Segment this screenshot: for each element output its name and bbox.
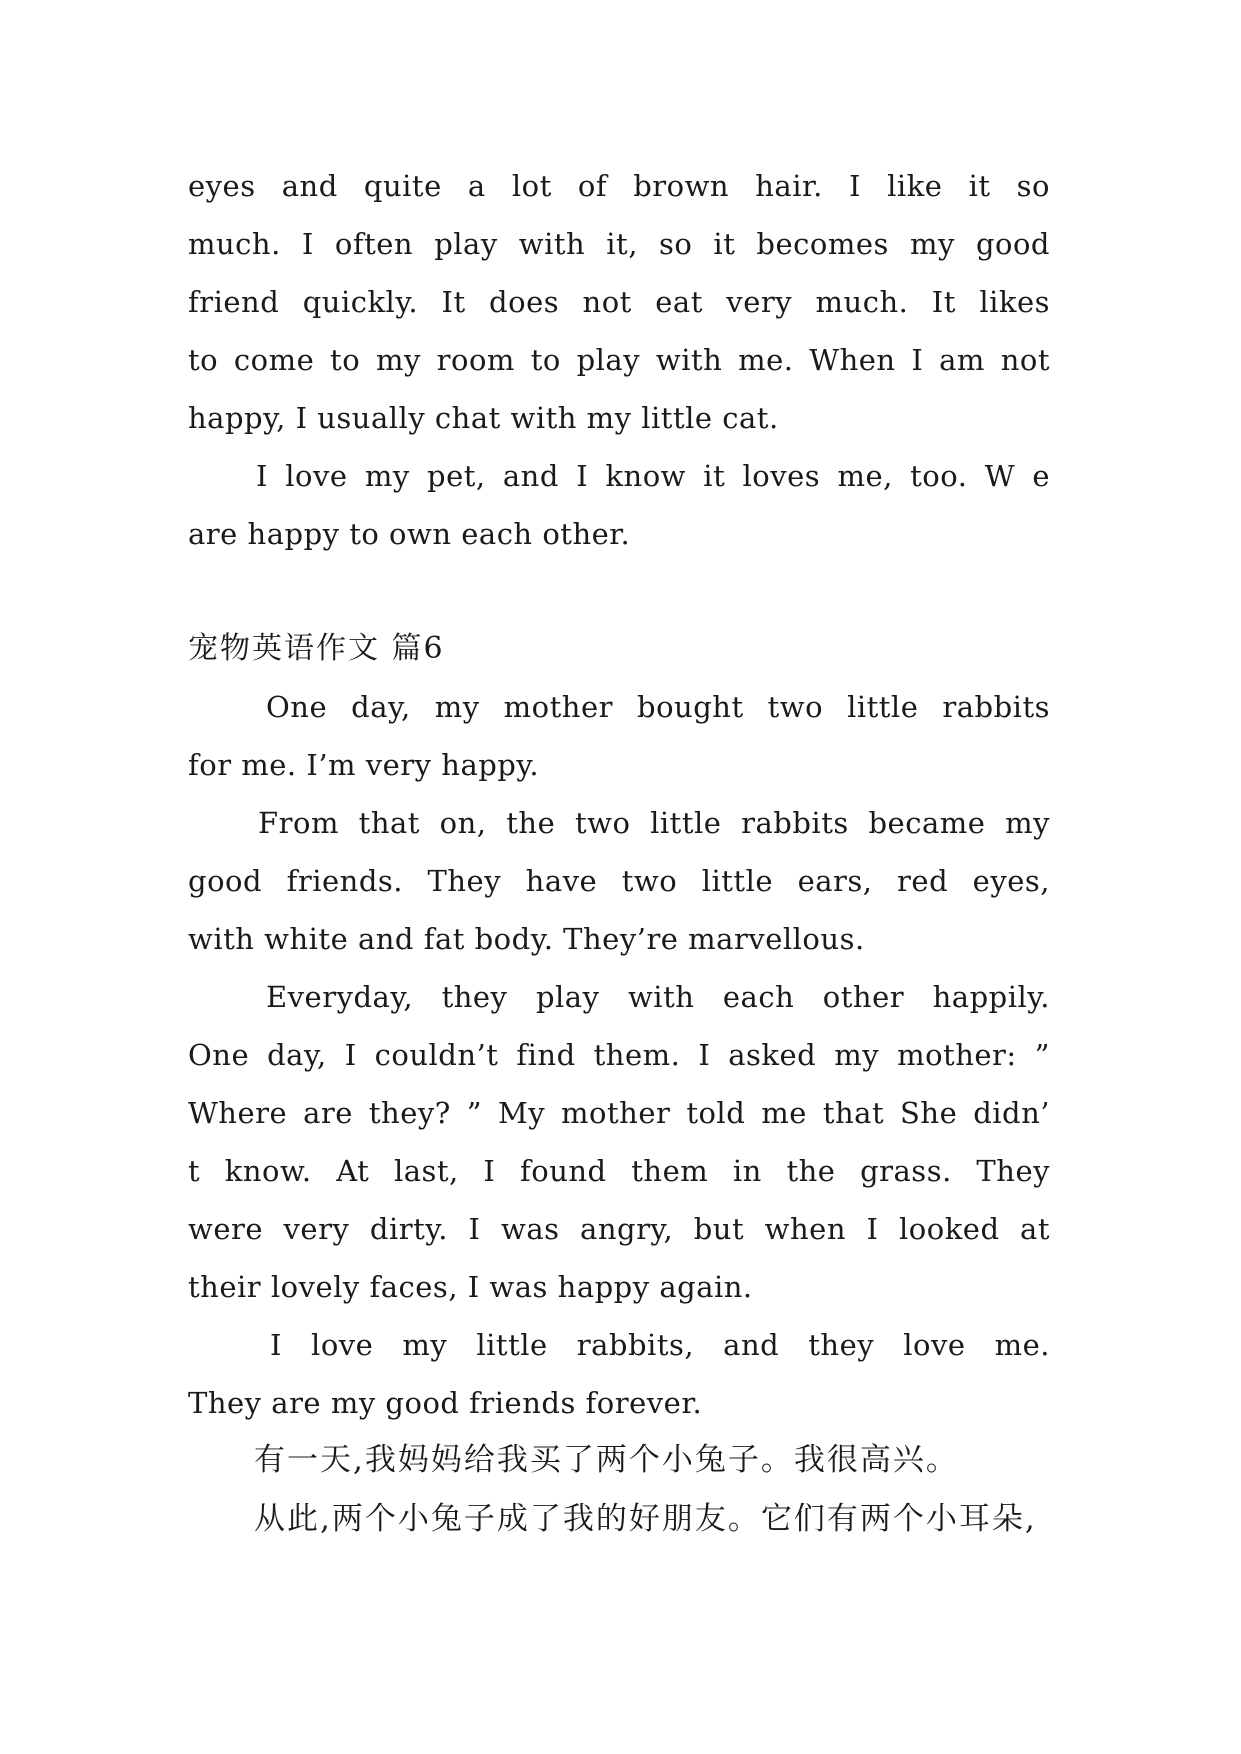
paragraph-line: are happy to own each other. [188, 517, 631, 551]
paragraph-line: One day, my mother bought two little rabbits [266, 690, 1050, 724]
paragraph-line: their lovely faces, I was happy again. [188, 1270, 753, 1304]
paragraph-line: were very dirty. I was angry, but when I looked at [188, 1212, 1050, 1246]
paragraph-line: to come to my room to play with me. When I am not [188, 343, 1050, 377]
chinese-paragraph-line: 有一天,我妈妈给我买了两个小兔子。我很高兴。 [254, 1442, 959, 1478]
paragraph-line: friend quickly. It does not eat very much. It likes [188, 285, 1050, 319]
paragraph-line: t know. At last, I found them in the grass. They [188, 1154, 1050, 1188]
paragraph-line: for me. I’m very happy. [188, 748, 540, 782]
paragraph-line: I love my pet, and I know it loves me, too. W e [256, 459, 1050, 493]
paragraph-line: One day, I couldn’t find them. I asked my mother: ” [188, 1038, 1050, 1072]
paragraph-line: eyes and quite a lot of brown hair. I like it so [188, 169, 1050, 203]
paragraph-line: I love my little rabbits, and they love me. [270, 1328, 1050, 1362]
paragraph-line: From that on, the two little rabbits became my [258, 806, 1050, 840]
paragraph-line: Everyday, they play with each other happily. [266, 980, 1050, 1014]
paragraph-line: good friends. They have two little ears, red eyes, [188, 864, 1050, 898]
section-heading: 宠物英语作文 篇6 [188, 631, 445, 666]
paragraph-line: with white and fat body. They’re marvellous. [188, 922, 865, 956]
chinese-paragraph-line: 从此,两个小兔子成了我的好朋友。它们有两个小耳朵, [254, 1501, 1037, 1537]
paragraph-line: much. I often play with it, so it becomes my good [188, 227, 1050, 261]
paragraph-line: Where are they? ” My mother told me that She didn’ [188, 1096, 1050, 1130]
paragraph-line: happy, I usually chat with my little cat. [188, 401, 779, 435]
paragraph-line: They are my good friends forever. [188, 1386, 703, 1420]
